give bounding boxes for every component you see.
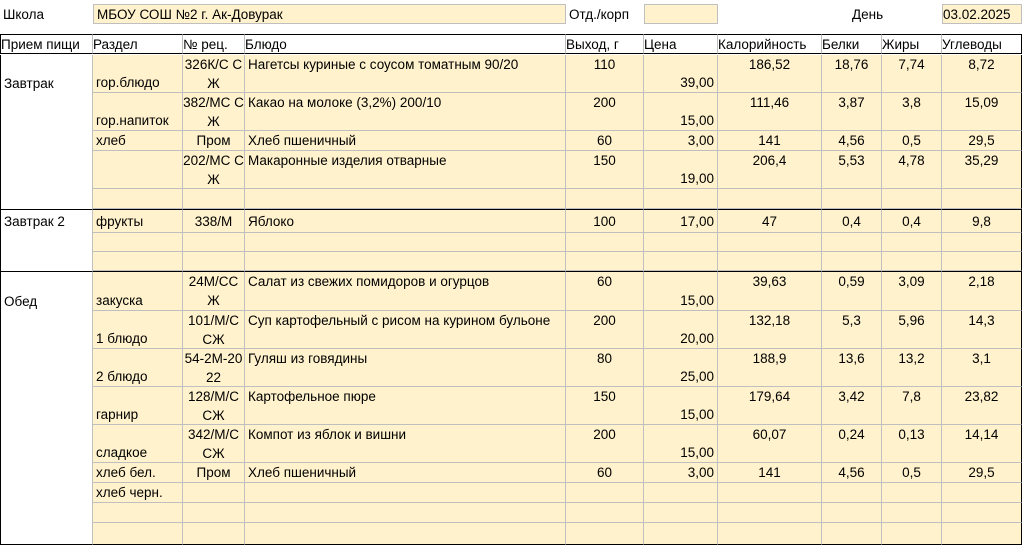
cell-section[interactable]: фрукты (93, 209, 183, 233)
cell-recipe[interactable]: 202/МС СЖ (183, 153, 244, 187)
col-header-kcal: Калорийность (718, 34, 822, 54)
cell-section[interactable]: хлеб (93, 131, 183, 151)
col-header-protein: Белки (822, 34, 882, 54)
cell-blank[interactable] (822, 233, 882, 252)
cell-blank[interactable] (183, 189, 245, 209)
cell-blank[interactable] (882, 252, 942, 271)
cell-recipe[interactable]: 101/М/С СЖ (183, 311, 245, 349)
col-header-meal: Прием пищи (0, 34, 93, 54)
meal-breakfast2: Завтрак 2 (0, 209, 93, 233)
cell-blank[interactable] (183, 233, 245, 252)
cell-yield[interactable]: 150 (566, 387, 644, 425)
cell-blank[interactable] (718, 503, 822, 523)
cell-blank[interactable] (183, 523, 245, 545)
cell-recipe[interactable]: 338/М (183, 209, 245, 233)
col-header-recipe: № рец. (183, 34, 245, 54)
cell-dish[interactable]: Компот из яблок и вишни (245, 425, 566, 463)
cell-blank[interactable] (942, 189, 1022, 209)
cell-kcal[interactable]: 39,63 (718, 271, 822, 311)
cell-recipe[interactable]: 326К/С СЖ (183, 55, 245, 93)
cell-section[interactable]: гарнир (93, 387, 183, 425)
cell-blank[interactable] (644, 252, 718, 271)
school-label: Школа (3, 6, 45, 22)
cell-blank[interactable] (93, 503, 183, 523)
cell-carbs[interactable]: 14,3 (942, 311, 1022, 349)
cell-yield[interactable]: 110 (566, 55, 644, 93)
cell-protein[interactable]: 18,76 (822, 55, 882, 93)
cell-recipe[interactable]: Пром (183, 131, 245, 151)
cell-yield[interactable]: 60 (566, 463, 644, 483)
cell-section[interactable]: хлеб черн. (93, 483, 183, 503)
school-name-cell[interactable]: МБОУ СОШ №2 г. Ак-Довурак (93, 4, 566, 24)
cell-price[interactable]: 39,00 (644, 55, 718, 93)
cell-price[interactable]: 17,00 (644, 209, 718, 233)
cell-price[interactable]: 20,00 (644, 311, 718, 349)
cell-section[interactable]: 1 блюдо (93, 311, 183, 349)
cell-yield[interactable]: 100 (566, 209, 644, 233)
cell-section[interactable]: гор.напиток (93, 93, 183, 131)
cell-fat[interactable] (882, 483, 942, 503)
cell-fat[interactable]: 3,8 (882, 93, 942, 131)
cell-dish[interactable]: Яблоко (245, 209, 566, 233)
cell-yield[interactable]: 200 (566, 93, 644, 131)
cell-fat[interactable]: 0,13 (882, 425, 942, 463)
cell-blank[interactable] (644, 523, 718, 545)
cell-dish[interactable] (245, 483, 566, 503)
cell-blank[interactable] (942, 233, 1022, 252)
cell-recipe[interactable]: 342/М/С СЖ (183, 425, 245, 463)
cell-carbs[interactable]: 9,8 (942, 209, 1022, 233)
cell-fat[interactable]: 0,4 (882, 209, 942, 233)
cell-yield[interactable]: 60 (566, 131, 644, 151)
cell-blank[interactable] (882, 233, 942, 252)
cell-blank[interactable] (245, 252, 566, 271)
cell-carbs[interactable] (942, 483, 1022, 503)
dept-value-cell[interactable] (644, 4, 718, 24)
cell-blank[interactable] (718, 252, 822, 271)
cell-fat[interactable]: 7,8 (882, 387, 942, 425)
cell-blank[interactable] (183, 503, 245, 523)
cell-blank[interactable] (942, 252, 1022, 271)
cell-dish[interactable]: Салат из свежих помидоров и огурцов (245, 271, 566, 311)
cell-kcal[interactable]: 111,46 (718, 93, 822, 131)
cell-protein[interactable]: 5,3 (822, 311, 882, 349)
cell-dish[interactable]: Суп картофельный с рисом на курином бульоне (245, 311, 566, 349)
cell-blank[interactable] (245, 503, 566, 523)
cell-yield[interactable]: 60 (566, 271, 644, 311)
cell-dish[interactable]: Картофельное пюре (245, 387, 566, 425)
cell-carbs[interactable]: 2,18 (942, 271, 1022, 311)
cell-fat[interactable]: 5,96 (882, 311, 942, 349)
cell-price[interactable]: 25,00 (644, 349, 718, 387)
cell-blank[interactable] (942, 503, 1022, 523)
cell-dish[interactable]: Хлеб пшеничный (245, 131, 566, 151)
cell-dish[interactable]: Какао на молоке (3,2%) 200/10 (245, 93, 566, 131)
cell-section[interactable]: закуска (93, 271, 183, 311)
cell-blank[interactable] (942, 523, 1022, 545)
cell-blank[interactable] (566, 503, 644, 523)
date-cell[interactable]: 03.02.2025 (942, 4, 1022, 24)
cell-blank[interactable] (822, 252, 882, 271)
cell-protein[interactable]: 13,6 (822, 349, 882, 387)
cell-blank[interactable] (566, 523, 644, 545)
cell-dish[interactable]: Гуляш из говядины (245, 349, 566, 387)
cell-blank[interactable] (245, 233, 566, 252)
cell-blank[interactable] (93, 233, 183, 252)
cell-kcal[interactable]: 206,4 (718, 151, 822, 189)
meal-breakfast-blank (0, 111, 93, 209)
col-header-yield: Выход, г (566, 34, 644, 54)
cell-blank[interactable] (93, 189, 183, 209)
cell-blank[interactable] (822, 503, 882, 523)
cell-blank[interactable] (644, 189, 718, 209)
meal-breakfast: Завтрак (0, 55, 93, 111)
dept-label: Отд./корп (569, 6, 629, 22)
cell-carbs[interactable]: 8,72 (942, 55, 1022, 93)
cell-blank[interactable] (822, 189, 882, 209)
cell-fat[interactable]: 0,5 (882, 463, 942, 483)
day-label: День (852, 6, 884, 22)
cell-protein[interactable]: 0,24 (822, 425, 882, 463)
cell-kcal[interactable]: 132,18 (718, 311, 822, 349)
cell-kcal[interactable]: 60,07 (718, 425, 822, 463)
cell-price[interactable]: 3,00 (644, 463, 718, 483)
col-header-carbs: Углеводы (942, 34, 1022, 54)
cell-price[interactable]: 3,00 (644, 131, 718, 151)
cell-recipe[interactable]: Пром (183, 463, 245, 483)
meal-lunch-blank (0, 331, 93, 545)
cell-price[interactable]: 15,00 (644, 93, 718, 131)
meal-lunch: Обед (0, 271, 93, 331)
cell-kcal[interactable]: 179,64 (718, 387, 822, 425)
cell-blank[interactable] (882, 523, 942, 545)
cell-blank[interactable] (93, 252, 183, 271)
cell-yield[interactable]: 80 (566, 349, 644, 387)
col-header-section: Раздел (93, 34, 183, 54)
cell-blank[interactable] (718, 189, 822, 209)
cell-blank[interactable] (93, 523, 183, 545)
cell-price[interactable]: 15,00 (644, 271, 718, 311)
cell-fat[interactable]: 0,5 (882, 131, 942, 151)
cell-carbs[interactable]: 29,5 (942, 463, 1022, 483)
cell-recipe[interactable]: 128/М/С СЖ (183, 387, 245, 425)
cell-blank[interactable] (245, 189, 566, 209)
cell-recipe[interactable]: 24М/СС Ж (183, 271, 245, 311)
cell-recipe[interactable]: 54-2М-2022 (183, 349, 245, 387)
cell-dish[interactable]: Нагетсы куриные с соусом томатным 90/20 (245, 55, 566, 93)
cell-price[interactable]: 19,00 (644, 151, 718, 189)
cell-section[interactable]: гор.блюдо (93, 55, 183, 93)
cell-kcal[interactable]: 186,52 (718, 55, 822, 93)
cell-protein[interactable]: 3,87 (822, 93, 882, 131)
cell-kcal[interactable] (718, 483, 822, 503)
cell-blank[interactable] (644, 233, 718, 252)
cell-carbs[interactable]: 35,29 (942, 151, 1022, 189)
cell-yield[interactable] (566, 483, 644, 503)
cell-carbs[interactable]: 23,82 (942, 387, 1022, 425)
cell-blank[interactable] (566, 252, 644, 271)
col-header-dish: Блюдо (245, 34, 566, 54)
cell-price[interactable] (644, 483, 718, 503)
cell-blank[interactable] (183, 252, 245, 271)
cell-protein[interactable] (822, 483, 882, 503)
cell-section[interactable]: сладкое (93, 425, 183, 463)
cell-recipe[interactable] (183, 483, 245, 503)
cell-fat[interactable]: 13,2 (882, 349, 942, 387)
cell-carbs[interactable]: 14,14 (942, 425, 1022, 463)
cell-kcal[interactable]: 188,9 (718, 349, 822, 387)
cell-blank[interactable] (245, 523, 566, 545)
cell-carbs[interactable]: 15,09 (942, 93, 1022, 131)
cell-kcal[interactable]: 141 (718, 131, 822, 151)
cell-section[interactable]: 2 блюдо (93, 349, 183, 387)
cell-kcal[interactable]: 141 (718, 463, 822, 483)
cell-protein[interactable]: 0,4 (822, 209, 882, 233)
cell-yield[interactable]: 150 (566, 151, 644, 189)
cell-dish[interactable]: Макаронные изделия отварные (245, 151, 566, 189)
col-header-price: Цена (644, 34, 718, 54)
cell-dish[interactable]: Хлеб пшеничный (245, 463, 566, 483)
cell-blank[interactable] (882, 189, 942, 209)
cell-protein[interactable]: 0,59 (822, 271, 882, 311)
cell-fat[interactable]: 4,78 (882, 151, 942, 189)
cell-blank[interactable] (644, 503, 718, 523)
cell-kcal[interactable]: 47 (718, 209, 822, 233)
cell-section[interactable] (93, 151, 183, 189)
col-header-fat: Жиры (882, 34, 942, 54)
cell-carbs[interactable]: 3,1 (942, 349, 1022, 387)
cell-blank[interactable] (718, 233, 822, 252)
cell-blank[interactable] (566, 189, 644, 209)
cell-price[interactable]: 15,00 (644, 425, 718, 463)
cell-carbs[interactable]: 29,5 (942, 131, 1022, 151)
cell-yield[interactable]: 200 (566, 425, 644, 463)
cell-blank[interactable] (718, 523, 822, 545)
cell-blank[interactable] (882, 503, 942, 523)
cell-protein[interactable]: 3,42 (822, 387, 882, 425)
cell-blank[interactable] (822, 523, 882, 545)
cell-recipe[interactable]: 382/МС СЖ (183, 95, 244, 129)
cell-price[interactable]: 15,00 (644, 387, 718, 425)
cell-protein[interactable]: 4,56 (822, 463, 882, 483)
cell-blank[interactable] (566, 233, 644, 252)
cell-fat[interactable]: 7,74 (882, 55, 942, 93)
cell-yield[interactable]: 200 (566, 311, 644, 349)
cell-section[interactable]: хлеб бел. (93, 463, 183, 483)
cell-protein[interactable]: 5,53 (822, 151, 882, 189)
cell-protein[interactable]: 4,56 (822, 131, 882, 151)
cell-fat[interactable]: 3,09 (882, 271, 942, 311)
meal-breakfast2-blank (0, 233, 93, 271)
